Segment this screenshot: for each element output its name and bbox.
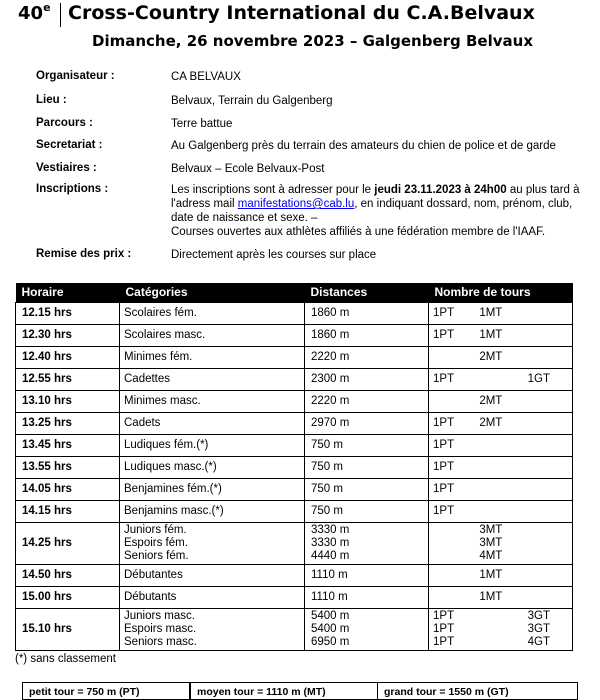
tours-gt <box>526 537 572 550</box>
tours-gt <box>526 591 572 604</box>
tours-mt <box>479 505 525 518</box>
distance-value: 750 m <box>311 438 343 451</box>
tours-gt <box>526 569 572 582</box>
categorie-label: Juniors masc. <box>124 609 195 622</box>
tours-gt <box>526 483 572 496</box>
categorie-label: Scolaires masc. <box>124 328 206 341</box>
cell-horaire: 14.50 hrs <box>16 564 120 586</box>
info-label: Parcours : <box>36 117 93 129</box>
tours-gt <box>526 439 572 452</box>
cell-horaire: 12.15 hrs <box>16 302 120 324</box>
tours-mt <box>479 636 525 649</box>
email-link[interactable]: manifestations@cab.lu <box>237 198 355 210</box>
cell-horaire: 15.10 hrs <box>16 608 120 650</box>
distance-value: 5400 m <box>311 609 350 622</box>
cell-horaire: 13.25 hrs <box>16 412 120 434</box>
info-label: Lieu : <box>36 94 67 106</box>
cell-categorie <box>120 412 305 434</box>
info-value: Au Galgenberg près du terrain des amateurs du chien de police et de garde <box>171 140 556 152</box>
page-subtitle: Dimanche, 26 novembre 2023 – Galgenberg Belvaux <box>92 32 534 50</box>
table-row <box>16 608 573 650</box>
info-label: Inscriptions : <box>36 183 109 195</box>
tours-pt <box>429 537 479 550</box>
tours-pt <box>429 395 479 408</box>
distance-value: 1110 m <box>311 568 348 581</box>
cell-categorie <box>120 564 305 586</box>
tours-mt: 1MT <box>479 306 503 319</box>
cell-tours <box>429 564 573 586</box>
categorie-label: Minimes fém. <box>124 350 193 363</box>
header-categories: Catégories <box>120 283 305 302</box>
distance-value: 2300 m <box>311 372 350 385</box>
tours-pt <box>429 591 479 604</box>
cell-distance <box>305 456 429 478</box>
cell-tours <box>429 522 573 564</box>
header-tours: Nombre de tours <box>429 283 573 302</box>
cell-tours <box>429 368 573 390</box>
tours-mt: 1MT <box>479 328 503 341</box>
legend-moyen-tour: moyen tour = 1110 m (MT) <box>190 682 378 700</box>
legend <box>22 682 578 700</box>
tours-gt <box>526 351 572 364</box>
edition-suffix: e <box>43 1 51 14</box>
cell-distance <box>305 434 429 456</box>
distance-value: 1860 m <box>311 306 350 319</box>
tours-pt: 1PT <box>433 609 455 622</box>
distance-value: 6950 m <box>311 635 350 648</box>
cell-tours <box>429 608 573 650</box>
cell-tours <box>429 586 573 608</box>
cell-horaire: 15.00 hrs <box>16 586 120 608</box>
categorie-label: Débutantes <box>124 568 183 581</box>
cell-tours <box>429 456 573 478</box>
tours-mt: 2MT <box>479 394 503 407</box>
tours-pt: 1PT <box>433 416 455 429</box>
cell-categorie <box>120 500 305 522</box>
tours-gt <box>526 329 572 342</box>
info-label: Secretariat : <box>36 139 103 151</box>
edition-number: 40e <box>18 1 51 24</box>
cell-distance <box>305 346 429 368</box>
cell-categorie <box>120 608 305 650</box>
page-header <box>0 0 600 56</box>
table-row <box>16 368 573 390</box>
tours-pt: 1PT <box>433 622 455 635</box>
cell-categorie <box>120 478 305 500</box>
header-horaire: Horaire <box>16 283 120 302</box>
cell-tours <box>429 412 573 434</box>
cell-tours <box>429 478 573 500</box>
header-distances: Distances <box>305 283 429 302</box>
cell-distance <box>305 368 429 390</box>
footnote: (*) sans classement <box>15 653 116 665</box>
table-row <box>16 434 573 456</box>
distance-value: 2220 m <box>311 394 350 407</box>
schedule-table <box>15 283 573 651</box>
categorie-label: Cadettes <box>124 372 171 385</box>
tours-mt: 3MT <box>479 536 503 549</box>
table-row <box>16 412 573 434</box>
distance-value: 750 m <box>311 460 343 473</box>
categorie-label: Minimes masc. <box>124 394 201 407</box>
tours-pt: 1PT <box>433 504 455 517</box>
tours-gt <box>526 307 572 320</box>
tours-pt <box>429 351 479 364</box>
categorie-label: Scolaires fém. <box>124 306 197 319</box>
tours-mt: 2MT <box>479 350 503 363</box>
cell-horaire: 12.30 hrs <box>16 324 120 346</box>
table-row <box>16 390 573 412</box>
cell-horaire: 14.15 hrs <box>16 500 120 522</box>
cell-distance <box>305 302 429 324</box>
table-row <box>16 346 573 368</box>
tours-pt <box>429 524 479 537</box>
info-label: Vestiaires : <box>36 162 97 174</box>
tours-pt: 1PT <box>433 460 455 473</box>
cell-tours <box>429 302 573 324</box>
distance-value: 5400 m <box>311 622 350 635</box>
cell-distance <box>305 390 429 412</box>
tours-mt: 3MT <box>479 523 503 536</box>
table-header-row <box>16 283 573 302</box>
tours-gt: 4GT <box>527 635 550 648</box>
cell-tours <box>429 390 573 412</box>
cell-categorie <box>120 390 305 412</box>
cell-horaire: 14.25 hrs <box>16 522 120 564</box>
deadline: jeudi 23.11.2023 à 24h00 <box>374 184 507 196</box>
tours-mt <box>479 439 525 452</box>
table-row <box>16 500 573 522</box>
cell-categorie <box>120 302 305 324</box>
tours-mt <box>479 461 525 474</box>
categorie-label: Benjamins masc.(*) <box>124 504 224 517</box>
categorie-label: Seniors fém. <box>124 549 189 562</box>
tours-pt: 1PT <box>433 438 455 451</box>
cell-distance <box>305 608 429 650</box>
tours-gt <box>526 550 572 563</box>
table-row <box>16 564 573 586</box>
table-row <box>16 456 573 478</box>
tours-mt: 2MT <box>479 416 503 429</box>
distance-value: 750 m <box>311 504 343 517</box>
info-value: Belvaux, Terrain du Galgenberg <box>171 95 333 107</box>
tours-mt <box>479 483 525 496</box>
legend-petit-tour: petit tour = 750 m (PT) <box>22 682 190 700</box>
categorie-label: Débutants <box>124 590 177 603</box>
tours-gt: 1GT <box>527 372 550 385</box>
info-value: Belvaux – Ecole Belvaux-Post <box>171 163 325 175</box>
cell-horaire: 14.05 hrs <box>16 478 120 500</box>
distance-value: 2220 m <box>311 350 350 363</box>
cell-distance <box>305 522 429 564</box>
cell-categorie <box>120 522 305 564</box>
cell-tours <box>429 346 573 368</box>
tours-mt <box>479 623 525 636</box>
cell-tours <box>429 324 573 346</box>
distance-value: 4440 m <box>311 549 350 562</box>
tours-gt: 3GT <box>527 609 550 622</box>
table-row <box>16 324 573 346</box>
legend-grand-tour: grand tour = 1550 m (GT) <box>378 682 578 700</box>
tours-pt: 1PT <box>433 635 455 648</box>
categorie-label: Ludiques fém.(*) <box>124 438 209 451</box>
info-value: Les inscriptions sont à adresser pour le jeudi 23.11.2023 à 24h00 au plus tard à l'adress mail manifestations@cab.lu, en indiquant dossard, nom, prénom, club, date de naissance et sexe. – Courses ouvertes aux athlètes affiliés à une fédération membre de l'IAAF. <box>171 184 580 238</box>
tours-pt <box>429 569 479 582</box>
distance-value: 3330 m <box>311 536 350 549</box>
tours-mt <box>479 373 525 386</box>
distance-value: 2970 m <box>311 416 350 429</box>
table-row <box>16 302 573 324</box>
cell-distance <box>305 412 429 434</box>
cell-horaire: 12.40 hrs <box>16 346 120 368</box>
table-row <box>16 586 573 608</box>
tours-gt <box>526 524 572 537</box>
distance-value: 3330 m <box>311 523 350 536</box>
tours-gt <box>526 505 572 518</box>
categorie-label: Ludiques masc.(*) <box>124 460 217 473</box>
cell-horaire: 13.10 hrs <box>16 390 120 412</box>
cell-horaire: 13.55 hrs <box>16 456 120 478</box>
cell-horaire: 13.45 hrs <box>16 434 120 456</box>
info-label: Remise des prix : <box>36 248 132 260</box>
cell-tours <box>429 434 573 456</box>
table-row <box>16 478 573 500</box>
title-divider <box>60 3 61 27</box>
tours-pt <box>429 550 479 563</box>
categorie-label: Espoirs masc. <box>124 622 197 635</box>
categorie-label: Seniors masc. <box>124 635 197 648</box>
categorie-label: Espoirs fém. <box>124 536 188 549</box>
cell-categorie <box>120 346 305 368</box>
tours-mt: 4MT <box>479 549 503 562</box>
tours-gt <box>526 395 572 408</box>
table-row <box>16 522 573 564</box>
cell-distance <box>305 500 429 522</box>
tours-pt: 1PT <box>433 372 455 385</box>
distance-value: 750 m <box>311 482 343 495</box>
info-label: Organisateur : <box>36 70 115 82</box>
cell-categorie <box>120 324 305 346</box>
categorie-label: Benjamines fém.(*) <box>124 482 222 495</box>
tours-gt <box>526 417 572 430</box>
distance-value: 1860 m <box>311 328 350 341</box>
tours-mt: 1MT <box>479 590 503 603</box>
distance-value: 1110 m <box>311 590 348 603</box>
info-value: Directement après les courses sur place <box>171 249 377 261</box>
cell-categorie <box>120 368 305 390</box>
cell-categorie <box>120 586 305 608</box>
tours-mt: 1MT <box>479 568 503 581</box>
tours-pt: 1PT <box>433 306 455 319</box>
tours-mt <box>479 610 525 623</box>
info-value: CA BELVAUX <box>171 71 241 83</box>
tours-pt: 1PT <box>433 482 455 495</box>
cell-distance <box>305 478 429 500</box>
info-value: Terre battue <box>171 118 233 130</box>
categorie-label: Cadets <box>124 416 161 429</box>
tours-gt <box>526 461 572 474</box>
cell-distance <box>305 586 429 608</box>
tours-gt: 3GT <box>527 622 550 635</box>
categorie-label: Juniors fém. <box>124 523 187 536</box>
tours-pt: 1PT <box>433 328 455 341</box>
cell-distance <box>305 564 429 586</box>
cell-categorie <box>120 456 305 478</box>
cell-distance <box>305 324 429 346</box>
cell-categorie <box>120 434 305 456</box>
cell-tours <box>429 500 573 522</box>
cell-horaire: 12.55 hrs <box>16 368 120 390</box>
page-title: Cross-Country International du C.A.Belvaux <box>68 2 535 24</box>
